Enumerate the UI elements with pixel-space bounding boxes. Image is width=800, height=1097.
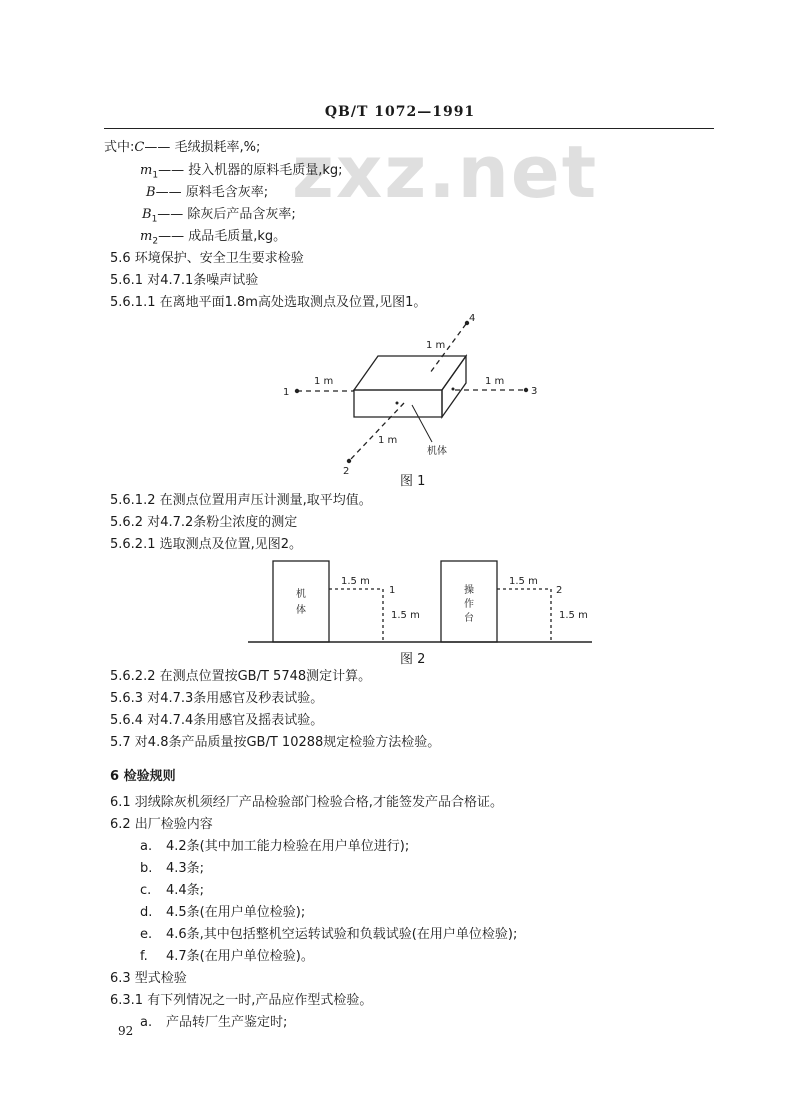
var-desc: —— 成品毛质量,kg。 (158, 229, 287, 244)
list-text: 4.7条(在用户单位检验)。 (166, 949, 314, 964)
figure-2-caption: 图 2 (400, 652, 426, 667)
dash-line-2 (350, 403, 404, 460)
var-subscript: 1 (151, 214, 158, 225)
section-6-2: 6.2 出厂检验内容 (110, 817, 213, 832)
list-letter: d. (140, 905, 153, 920)
list-item-6-3-1-a (140, 1014, 287, 1032)
fig2-dist-h2: 1.5 m (509, 576, 538, 587)
fig2-box1-char-1: 机 (296, 589, 306, 600)
list-item-6-2-e (140, 926, 517, 944)
list-letter: f. (140, 949, 148, 964)
var-symbol: C (134, 140, 145, 155)
list-text: 4.4条; (166, 883, 205, 898)
fig1-body-label: 机体 (427, 446, 447, 457)
section-6-heading: 6 检验规则 (110, 769, 176, 784)
fig1-label-point-3: 3 (531, 386, 538, 397)
section-6-1: 6.1 羽绒除灰机须经厂产品检验部门检验合格,才能签发产品合格证。 (110, 795, 503, 810)
list-letter: b. (140, 861, 153, 876)
list-item-6-2-f (140, 948, 314, 966)
standard-code: QB/T 1072—1991 (324, 104, 476, 120)
fig2-dist-h1: 1.5 m (341, 576, 370, 587)
section-5-6-4: 5.6.4 对4.7.4条用感官及摇表试验。 (110, 713, 324, 728)
fig1-dist-back: 1 m (426, 340, 446, 351)
fig2-box2-char-2: 作 (464, 599, 474, 610)
list-item-6-2-d (140, 904, 305, 922)
list-letter: e. (140, 927, 153, 942)
list-text: 4.3条; (166, 861, 205, 876)
var-subscript: 2 (152, 236, 159, 247)
fig1-label-point-2: 2 (343, 466, 350, 477)
machine-box-top (354, 356, 466, 390)
fig1-label-point-4: 4 (469, 313, 476, 324)
list-text: 4.2条(其中加工能力检验在用户单位进行); (166, 839, 410, 854)
section-5-7: 5.7 对4.8条产品质量按GB/T 10288规定检验方法检验。 (110, 735, 441, 750)
var-symbol: B (146, 185, 156, 200)
list-letter: a. (140, 839, 153, 854)
section-5-6-1-1: 5.6.1.1 在离地平面1.8m高处选取测点及位置,见图1。 (110, 295, 427, 310)
figure-1-caption: 图 1 (400, 474, 426, 489)
measure-point-2 (347, 459, 351, 463)
page-number: 92 (118, 1024, 134, 1038)
fig1-dist-front: 1 m (378, 435, 398, 446)
list-text: 4.6条,其中包括整机空运转试验和负载试验(在用户单位检验); (166, 927, 518, 942)
list-item-6-2-a (140, 838, 409, 856)
fig2-dist-v1: 1.5 m (391, 610, 420, 621)
fig2-point-1: 1 (389, 585, 396, 596)
side-dot (452, 388, 455, 391)
var-desc: —— 除灰后产品含灰率; (157, 207, 296, 222)
section-5-6-2-1: 5.6.2.1 选取测点及位置,见图2。 (110, 537, 303, 552)
list-letter: a. (140, 1015, 153, 1030)
var-desc: —— 毛绒损耗率,%; (144, 140, 261, 155)
list-item-6-2-b (140, 860, 204, 878)
section-6-3: 6.3 型式检验 (110, 971, 187, 986)
fig2-box2-char-3: 台 (464, 613, 474, 624)
section-5-6: 5.6 环境保护、安全卫生要求检验 (110, 251, 304, 266)
section-6-3-1: 6.3.1 有下列情况之一时,产品应作型式检验。 (110, 993, 373, 1008)
section-5-6-1: 5.6.1 对4.7.1条噪声试验 (110, 273, 259, 288)
fig1-label-point-1: 1 (283, 387, 290, 398)
var-desc: —— 原料毛含灰率; (155, 185, 269, 200)
watermark: zxz.net (292, 130, 599, 214)
center-dot (396, 402, 399, 405)
fig1-dist-right: 1 m (485, 376, 505, 387)
var-symbol: m (140, 163, 153, 178)
section-5-6-2-2: 5.6.2.2 在测点位置按GB/T 5748测定计算。 (110, 669, 372, 684)
section-5-6-2: 5.6.2 对4.7.2条粉尘浓度的测定 (110, 515, 298, 530)
fig2-box1-char-2: 体 (296, 605, 306, 616)
list-text: 产品转厂生产鉴定时; (166, 1015, 288, 1030)
measure-point-1 (295, 389, 299, 393)
var-subscript: 1 (152, 170, 159, 181)
machine-box-side (442, 356, 466, 417)
fig2-dist-v2: 1.5 m (559, 610, 588, 621)
measure-point-3 (524, 388, 528, 392)
list-item-6-2-c (140, 882, 204, 900)
list-text: 4.5条(在用户单位检验); (166, 905, 306, 920)
list-letter: c. (140, 883, 152, 898)
fig1-dist-left: 1 m (314, 376, 334, 387)
fig2-machine-box (273, 561, 329, 642)
fig2-point-2: 2 (556, 585, 563, 596)
var-symbol: m (140, 229, 153, 244)
section-5-6-3: 5.6.3 对4.7.3条用感官及秒表试验。 (110, 691, 324, 706)
fig2-box2-char-1: 操 (464, 585, 474, 596)
formula-intro: 式中: (104, 140, 135, 155)
body-leader-line (412, 405, 432, 442)
var-desc: —— 投入机器的原料毛质量,kg; (158, 163, 343, 178)
var-symbol: B (142, 207, 152, 222)
section-5-6-1-2: 5.6.1.2 在测点位置用声压计测量,取平均值。 (110, 493, 372, 508)
